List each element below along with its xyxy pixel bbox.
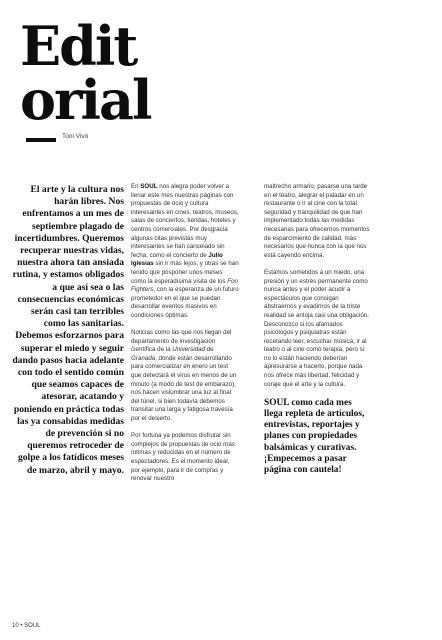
paragraph: Estamos sometidos a un miedo, una presión y un estrés permanente como nunca antes y el poder acudir a espectáculos que consigan abstraernos y evadirnos de la triste realidad se antoja casi una obligación. Desconozco si los afamados psicólogos y psiquiatras están recetando leer, escuchar música, ir al teatro o al cine como terapia, pero si no lo están haciendo deberían apresurarse a hacerlo, porque nada nos ofrece más libertad, felicidad y coraje que el arte y la cultura. <box>264 268 369 388</box>
author-byline: Toni Vivó <box>62 133 89 140</box>
highlight-name: Julio Iglesias <box>131 251 223 268</box>
highlight-name: Universidad de Granada <box>131 346 214 362</box>
author-rule <box>26 138 56 142</box>
lead-paragraph: El arte y la cultura nos harán libres. Nos enfrentamos a un mes de septiembre plagado de incertidumbres. Queremos recuperar nuestras vidas, nuestra ahora tan ansiada rutina, y estamos obligados a que así sea o las consecuencias económicas serán casi tan terribles como las sanitarias. Debemos esforzarnos para superar el miedo y seguir dando pasos hacia adelante con todo el sentido común que seamos capaces de atesorar, acatando y poniendo en práctica todas las ya consabidas medidas de prevención si no queremos retroceder de golpe a los fatídicos meses de marzo, abril y mayo. <box>12 184 124 476</box>
page-footer: 10 • SOUL <box>12 623 41 629</box>
body-column-2 <box>264 183 372 476</box>
paragraph: En SOUL nos alegra poder volver a llenar este mes nuestras páginas con propuestas de ocio y cultura interesantes en cines, teatros, museos, salas de conciertos, tiendas, hoteles y centros comerciales. Por desgracia algunas citas previstas muy interesantes se han cancelado sin fecha, como el concierto de Julio Iglesias sin ir más lejos, y otras se han tenido que posponer unos meses como la esperadísima visita de los Foo Fighters, con la esperanza de un futuro prometedor en el que se puedan desarrollar eventos masivos en condiciones óptimas. <box>131 183 239 319</box>
magazine-name: SOUL <box>140 183 158 190</box>
title-line-2: orial <box>20 68 151 132</box>
paragraph: maltrecho armario, pasarse una tarde en el teatro, alegrar el paladar en un restaurante o ir al cine con la total seguridad y tranquilidad de que han implementado todas las medidas necesarias para ofrecernos momentos de esparcimiento de calidad, más necesarios que nunca con la que nos está cayendo encima. <box>264 183 370 259</box>
body-column-1 <box>131 183 239 492</box>
closing-paragraph: SOUL como cada mes llega repleta de artículos, entrevistas, reportajes y planes con propiedades balsámicas y curativas. ¡Empecemos a pasar página con cautela! <box>264 397 365 476</box>
paragraph: Por fortuna ya podemos disfrutar sin complejos de propuestas de ocio más íntimas y reducidas en el número de espectadores. Es el momento ideal, por ejemplo, para ir de compras y renovar nuestro <box>131 432 235 483</box>
highlight-name: Foo Fighters <box>131 277 238 294</box>
paragraph: Noticias como las que nos llegan del departamento de investigación científica de la Universidad de Granada, donde están desarrollando para comercializar en enero un test que detectará el virus en menos de un minuto (a modo de test de embarazo), nos hacen vislumbrar una luz al final del túnel, si bien todavía debemos transitar una larga y fatigosa travesía por el desierto. <box>131 329 237 423</box>
title-line-1: Edit <box>20 14 137 78</box>
